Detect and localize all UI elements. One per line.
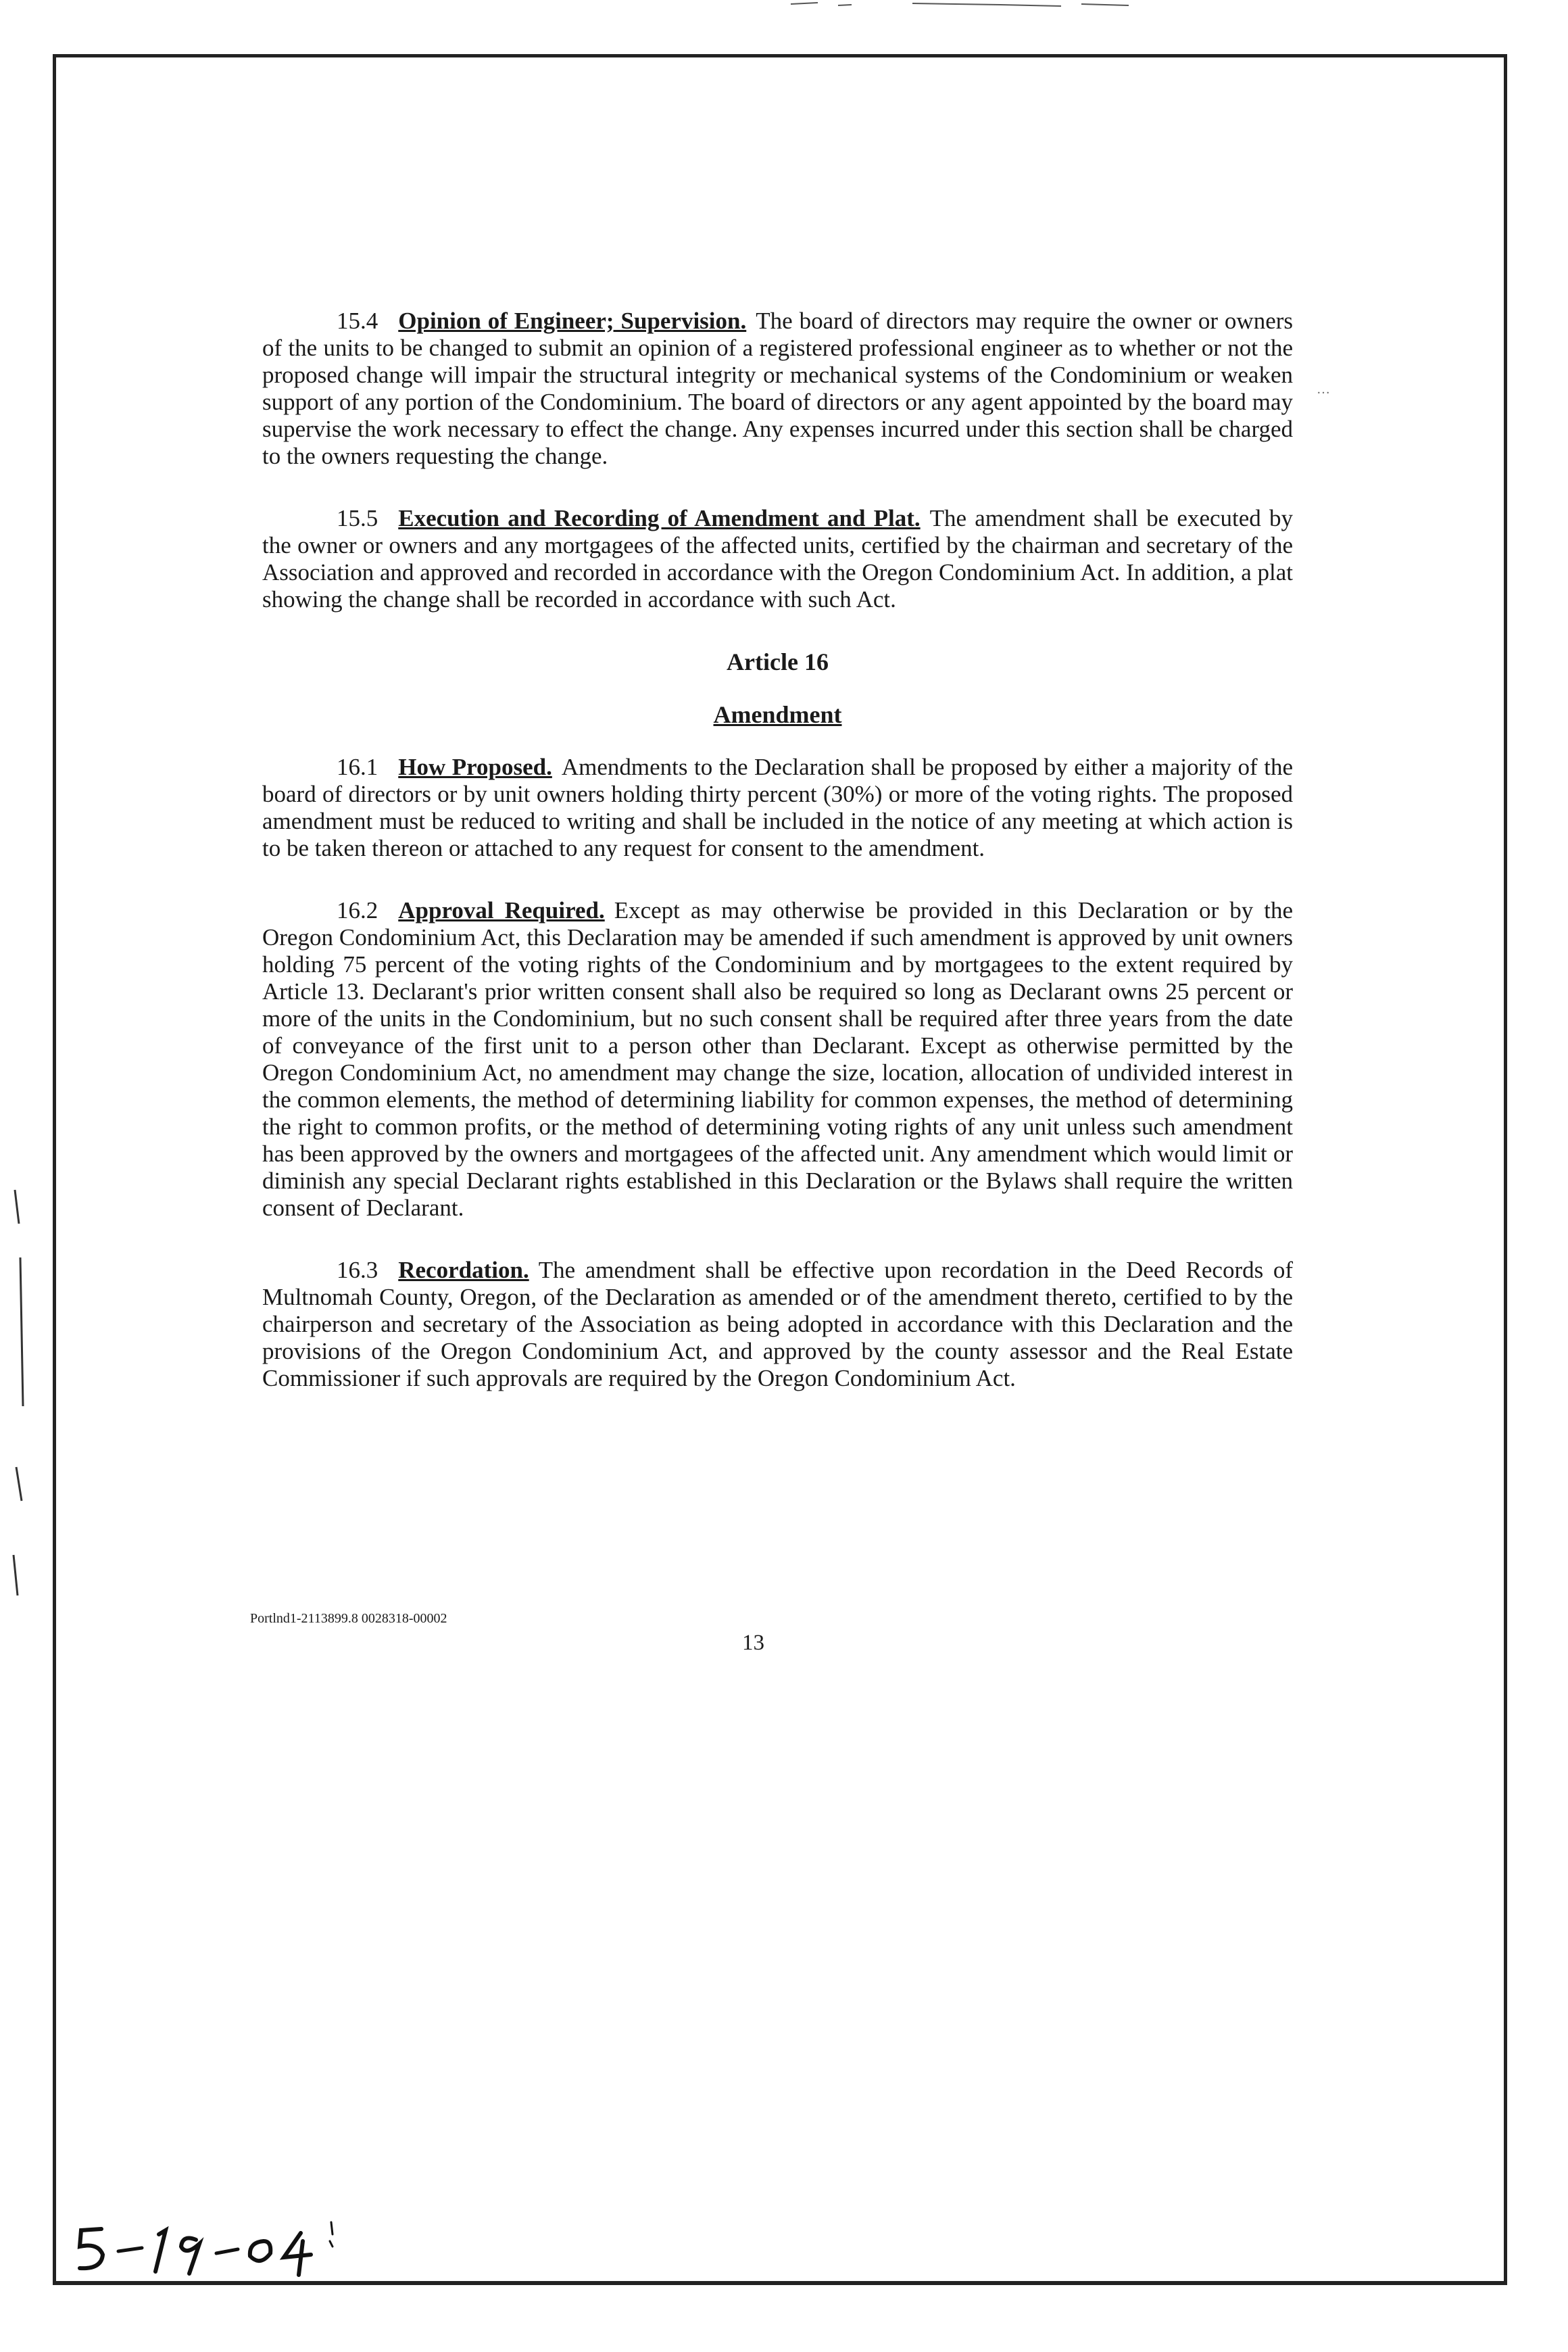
handwritten-date — [68, 2214, 378, 2282]
margin-mark: … — [1317, 382, 1330, 397]
section-heading: Approval Required. — [398, 897, 605, 923]
section-15-5 — [262, 505, 1293, 613]
section-16-3 — [262, 1257, 1293, 1392]
margin-scan-marks — [0, 1149, 47, 1623]
section-number: 16.3 — [337, 1257, 378, 1283]
section-text: The board of directors may require the owner or owners of the units to be changed to submit an opinion of a registered professional engineer as to whether or not the proposed change will impair the structural integrity or mechanical systems of the Condominium or weaken support of any portion of the Condominium. The board of directors or any agent appointed by the board may supervise the work necessary to effect the change. Any expenses incurred under this section shall be charged to the owners requesting the change. — [262, 308, 1293, 469]
section-text: Except as may otherwise be provided in this Declaration or by the Oregon Condominium Act, this Declaration may be amended if such amendment is approved by unit owners holding 75 percent of the voting rights of the Condominium and by mortgagees to the extent required by Article 13. Declarant's prior written consent shall also be required so long as Declarant owns 25 percent or more of the units in the Condominium, but no such consent shall be required after three years from the date of conveyance of the first unit to a person other than Declarant. Except as otherwise permitted by the Oregon Condominium Act, no amendment may change the size, location, allocation of undivided interest in the common elements, the method of determining liability for common expenses, the method of determining the right to common profits, or the method of determining voting rights of any unit unless such amendment has been approved by the owners and mortgagees of the affected unit. Any amendment which would limit or diminish any special Declarant rights established in this Declaration or the Bylaws shall require the written consent of Declarant. — [262, 897, 1294, 1221]
page-number: 13 — [742, 1631, 764, 1655]
scan-artifact — [777, 0, 1183, 9]
section-heading: Opinion of Engineer; Supervision. — [398, 308, 747, 334]
article-title: Article 16 — [727, 648, 829, 675]
section-15-4 — [262, 308, 1293, 470]
section-number: 15.4 — [337, 308, 378, 334]
section-heading: How Proposed. — [398, 754, 552, 780]
article-subtitle: Amendment — [713, 701, 842, 728]
section-text: The amendment shall be executed by the owner or owners and any mortgagees of the affected units, certified by the chairman and secretary of the Association and approved and recorded in accordance with the Oregon Condominium Act. In addition, a plat showing the change shall be recorded in accordance with such Act. — [262, 505, 1293, 613]
section-text: The amendment shall be effective upon recordation in the Deed Records of Multnomah County, Oregon, of the Declaration as amended or of the amendment thereto, certified to by the chairperson and secretary of the Association as being adopted in accordance with this Declaration and the provisions of the Oregon Condominium Act, and approved by the county assessor and the Real Estate Commissioner if such approvals are required by the Oregon Condominium Act. — [262, 1257, 1293, 1391]
section-16-1 — [262, 754, 1293, 862]
section-number: 16.2 — [337, 897, 378, 923]
section-heading: Recordation. — [398, 1257, 529, 1283]
section-number: 15.5 — [337, 505, 378, 531]
section-heading: Execution and Recording of Amendment and Plat. — [398, 505, 921, 531]
document-body — [262, 308, 1293, 1427]
document-id: Portlnd1-2113899.8 0028318-00002 — [250, 1611, 447, 1626]
section-number: 16.1 — [337, 754, 378, 780]
section-16-2 — [262, 897, 1293, 1222]
section-text: Amendments to the Declaration shall be proposed by either a majority of the board of directors or by unit owners holding thirty percent (30%) or more of the voting rights. The proposed amendment must be reduced to writing and shall be included in the notice of any meeting at which action is to be taken thereon or attached to any request for consent to the amendment. — [262, 754, 1293, 861]
